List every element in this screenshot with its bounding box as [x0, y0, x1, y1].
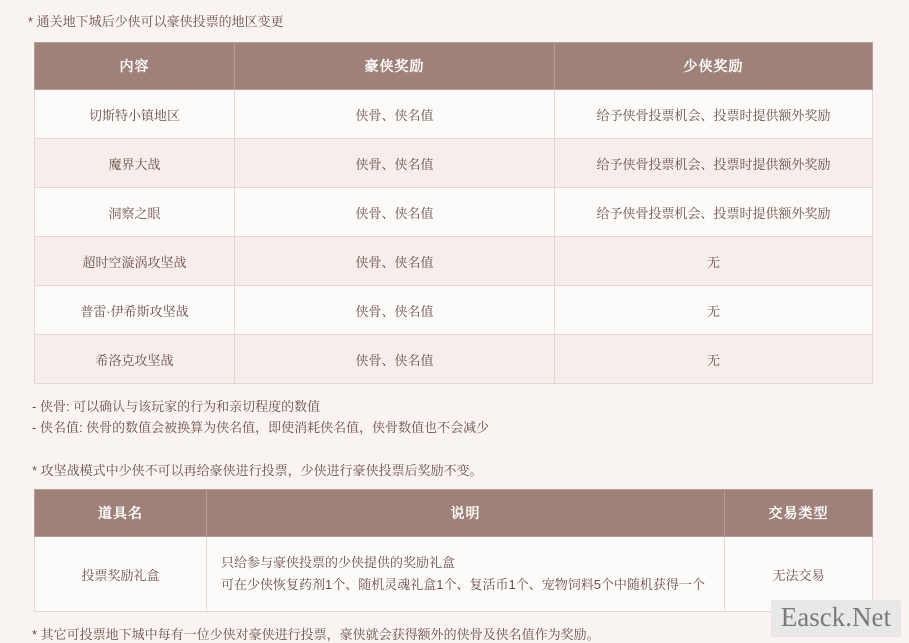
table-row [35, 139, 873, 188]
cell-hero-reward: 侠骨、侠名值 [235, 139, 555, 188]
cell-description [207, 537, 725, 612]
cell-content: 普雷·伊希斯攻坚战 [35, 286, 235, 335]
legend-line-1: - 侠骨: 可以确认与该玩家的行为和亲切程度的数值 [32, 399, 321, 414]
cell-hero-reward: 侠骨、侠名值 [235, 286, 555, 335]
cell-young-reward: 无 [555, 286, 873, 335]
table-row [35, 286, 873, 335]
cell-hero-reward: 侠骨、侠名值 [235, 90, 555, 139]
table-row [35, 90, 873, 139]
cell-hero-reward: 侠骨、侠名值 [235, 237, 555, 286]
cell-young-reward: 给予侠骨投票机会、投票时提供额外奖励 [555, 139, 873, 188]
cell-young-reward: 给予侠骨投票机会、投票时提供额外奖励 [555, 188, 873, 237]
col-header-hero-reward: 豪侠奖励 [235, 43, 555, 90]
table-header-row [35, 490, 873, 537]
table-row [35, 188, 873, 237]
cell-content: 超时空漩涡攻坚战 [35, 237, 235, 286]
vote-region-table [34, 42, 873, 384]
spacer [28, 438, 873, 460]
cell-young-reward: 无 [555, 237, 873, 286]
table-row [35, 335, 873, 384]
cell-young-reward: 无 [555, 335, 873, 384]
cell-content: 魔界大战 [35, 139, 235, 188]
cell-content: 洞察之眼 [35, 188, 235, 237]
cell-hero-reward: 侠骨、侠名值 [235, 188, 555, 237]
cell-content: 切斯特小镇地区 [35, 90, 235, 139]
col-header-content: 内容 [35, 43, 235, 90]
legend-line-2: - 侠名值: 侠骨的数值会被换算为侠名值，即使消耗侠名值，侠骨数值也不会减少 [32, 420, 490, 435]
legend-block [32, 396, 873, 438]
item-table [34, 489, 873, 612]
description-line-1: 只给参与豪侠投票的少侠提供的奖励礼盒 [221, 555, 456, 570]
cell-content: 希洛克攻坚战 [35, 335, 235, 384]
description-line-2: 可在少侠恢复药剂1个、随机灵魂礼盒1个、复活币1个、宠物饲料5个中随机获得一个 [221, 577, 705, 592]
table-header-row [35, 43, 873, 90]
watermark: Easck.Net [771, 600, 901, 637]
table-row [35, 537, 873, 612]
col-header-description: 说明 [207, 490, 725, 537]
cell-item-name: 投票奖励礼盒 [35, 537, 207, 612]
table-row [35, 237, 873, 286]
col-header-trade-type: 交易类型 [725, 490, 873, 537]
note-top: * 通关地下城后少侠可以豪侠投票的地区变更 [28, 14, 284, 29]
cell-trade-type: 无法交易 [725, 537, 873, 612]
cell-hero-reward: 侠骨、侠名值 [235, 335, 555, 384]
note-mid: * 攻坚战模式中少侠不可以再给豪侠进行投票，少侠进行豪侠投票后奖励不变。 [32, 463, 483, 478]
col-header-item-name: 道具名 [35, 490, 207, 537]
note-bottom: * 其它可投票地下城中每有一位少侠对豪侠进行投票，豪侠就会获得额外的侠骨及侠名值作为奖励。 [32, 627, 600, 642]
col-header-young-reward: 少侠奖励 [555, 43, 873, 90]
cell-young-reward: 给予侠骨投票机会、投票时提供额外奖励 [555, 90, 873, 139]
